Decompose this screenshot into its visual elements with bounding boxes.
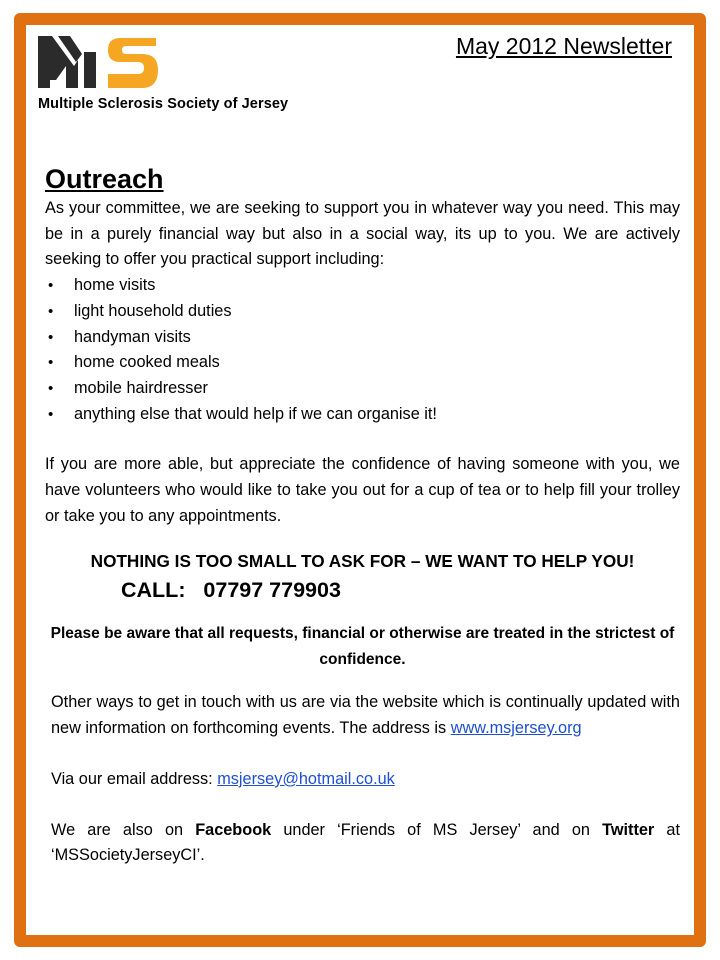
list-item: • home cooked meals bbox=[45, 350, 680, 376]
list-item: • home visits bbox=[45, 273, 680, 299]
newsletter-title: May 2012 Newsletter bbox=[455, 33, 672, 59]
section-heading: Outreach bbox=[45, 164, 164, 194]
ms-logo bbox=[38, 30, 162, 95]
website-paragraph: Other ways to get in touch with us are via the website which is continually updated with new information on forthcoming events. The address is www.msjersey.org bbox=[51, 693, 680, 738]
main-content bbox=[45, 162, 680, 869]
website-link[interactable]: www.msjersey.org bbox=[450, 719, 582, 738]
email-paragraph: Via our email address: msjersey@hotmail.co.uk bbox=[51, 769, 395, 788]
list-item: • handyman visits bbox=[45, 325, 680, 351]
bullet-icon: • bbox=[48, 277, 54, 295]
list-item: • mobile hairdresser bbox=[45, 376, 680, 402]
list-item: • light household duties bbox=[45, 299, 680, 325]
bullet-icon: • bbox=[48, 405, 54, 423]
confidentiality-note: Please be aware that all requests, financial or otherwise are treated in the strictest of confidence. bbox=[50, 625, 675, 669]
volunteer-paragraph: If you are more able, but appreciate the confidence of having someone with you, we have volunteers who would like to take you out for a cup of tea or to help fill your trolley or take you to any appointments. bbox=[45, 455, 680, 525]
phone-number: 07797 779903 bbox=[203, 578, 341, 603]
call-line bbox=[121, 575, 680, 605]
facebook-label: Facebook bbox=[195, 820, 272, 839]
bullet-icon: • bbox=[48, 379, 54, 397]
callout-heading: NOTHING IS TOO SMALL TO ASK FOR – WE WANT TO HELP YOU! bbox=[90, 551, 635, 572]
list-item: • anything else that would help if we can organise it! bbox=[45, 402, 680, 428]
ms-logo-icon bbox=[38, 30, 162, 90]
bullet-icon: • bbox=[48, 354, 54, 372]
intro-paragraph: As your committee, we are seeking to support you in whatever way you need. This may be in a purely financial way but also in a social way, its up to you. We are actively seeking to offer you practical support including: bbox=[45, 199, 680, 269]
social-paragraph: We are also on Facebook under ‘Friends of MS Jersey’ and on Twitter at ‘MSSocietyJerseyCI’. bbox=[51, 820, 680, 865]
support-list bbox=[45, 273, 680, 427]
org-name: Multiple Sclerosis Society of Jersey bbox=[38, 96, 289, 112]
bullet-icon: • bbox=[48, 302, 54, 320]
call-label: CALL: bbox=[121, 578, 186, 603]
twitter-label: Twitter bbox=[602, 820, 655, 839]
email-link[interactable]: msjersey@hotmail.co.uk bbox=[217, 769, 395, 788]
bullet-icon: • bbox=[48, 328, 54, 346]
